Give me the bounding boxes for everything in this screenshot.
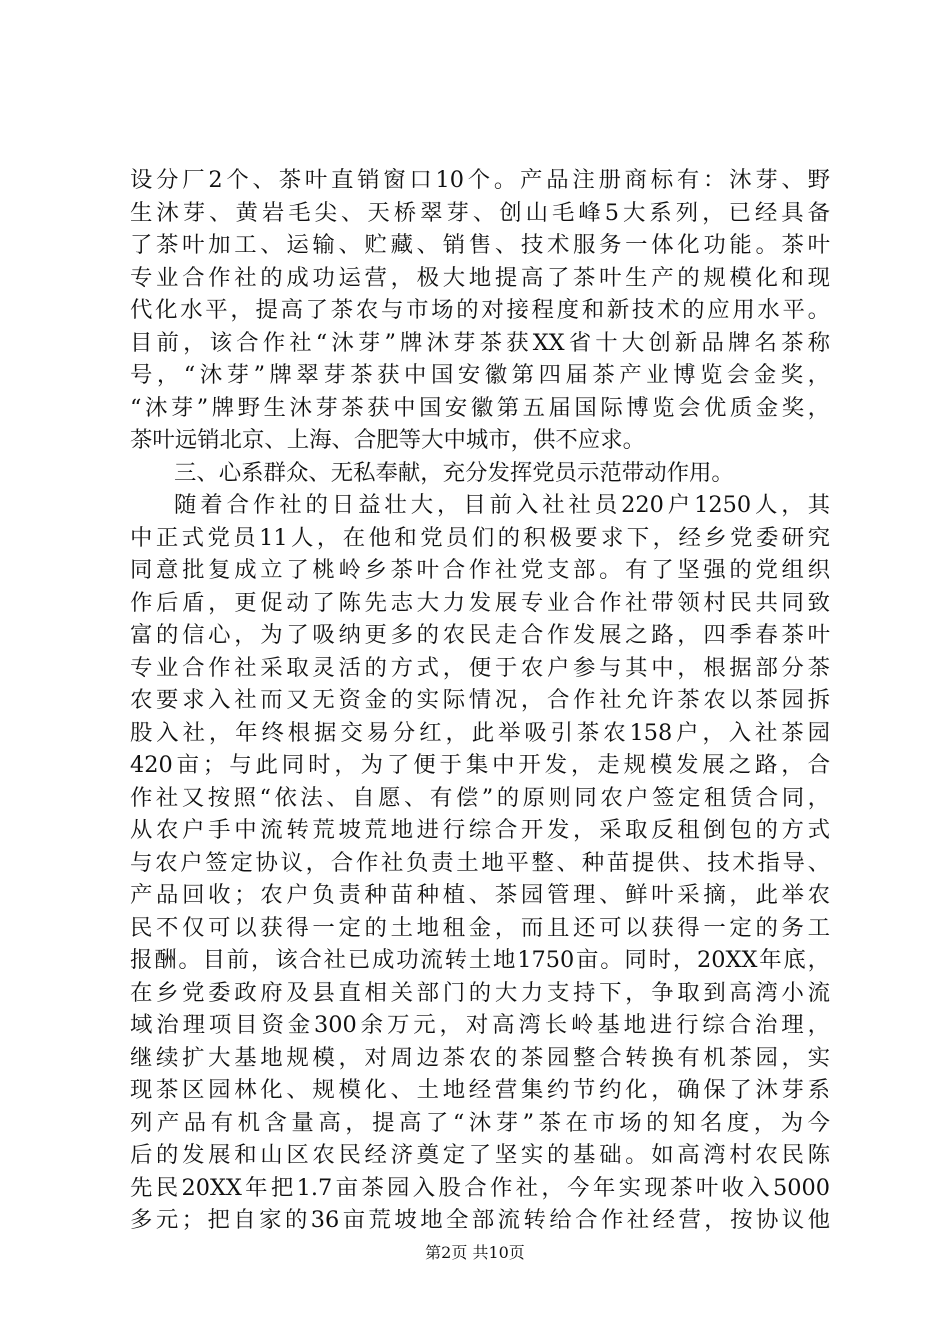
text-line: 中正式党员11人，在他和党员们的积极要求下，经乡党委研究 [130,524,830,551]
text-line: 与农户签定协议，合作社负责土地平整、种苗提供、技术指导、 [130,849,830,876]
text-line: 作社又按照“依法、自愿、有偿”的原则同农户签定租赁合同， [130,784,830,811]
text-line: 股入社，年终根据交易分红，此举吸引茶农158户，入社茶园 [130,719,830,746]
text-line: 号，“沐芽”牌翠芽茶获中国安徽第四届茶产业博览会金奖， [130,362,830,388]
text-line: “沐芽”牌野生沐芽茶获中国安徽第五届国际博览会优质金奖， [130,394,830,421]
text-line: 现茶区园林化、规模化、土地经营集约节约化，确保了沐芽系 [130,1077,830,1103]
text-line: 民不仅可以获得一定的土地租金，而且还可以获得一定的务工 [130,914,830,941]
text-line: 列产品有机含量高，提高了“沐芽”茶在市场的知名度，为今 [130,1109,830,1136]
text-line: 三、心系群众、无私奉献，充分发挥党员示范带动作用。 [174,459,734,486]
text-line: 同意批复成立了桃岭乡茶叶合作社党支部。有了坚强的党组织 [130,557,830,583]
text-line: 多元；把自家的36亩荒坡地全部流转给合作社经营，按协议他 [130,1207,830,1233]
text-line: 富的信心，为了吸纳更多的农民走合作发展之路，四季春茶叶 [130,622,830,648]
text-line: 作后盾，更促动了陈先志大力发展专业合作社带领村民共同致 [130,589,830,616]
text-line: 农要求入社而又无资金的实际情况，合作社允许茶农以茶园拆 [130,687,830,713]
text-line: 先民20XX年把1.7亩茶园入股合作社，今年实现茶叶收入5000 [130,1174,830,1201]
text-line: 产品回收；农户负责种苗种植、茶园管理、鲜叶采摘，此举农 [130,882,830,908]
text-line: 后的发展和山区农民经济奠定了坚实的基础。如高湾村农民陈 [130,1142,830,1168]
text-line: 在乡党委政府及县直相关部门的大力支持下，争取到高湾小流 [130,979,830,1006]
document-body [130,164,830,1237]
text-line: 随着合作社的日益壮大，目前入社社员220户1250人，其 [174,492,830,518]
text-line: 域治理项目资金300余万元，对高湾长岭基地进行综合治理， [130,1012,830,1038]
text-line: 专业合作社采取灵活的方式，便于农户参与其中，根据部分茶 [130,654,830,681]
text-line: 目前，该合作社“沐芽”牌沐芽茶获XX省十大创新品牌名茶称 [130,329,830,356]
text-line: 专业合作社的成功运营，极大地提高了茶叶生产的规模化和现 [130,264,830,291]
text-line: 代化水平，提高了茶农与市场的对接程度和新技术的应用水平。 [130,297,830,323]
text-line: 从农户手中流转荒坡荒地进行综合开发，采取反租倒包的方式 [130,817,830,843]
text-line: 设分厂2个、茶叶直销窗口10个。产品注册商标有：沐芽、野 [130,167,830,193]
page-footer: 第2页 共10页 [425,1243,525,1262]
text-line: 继续扩大基地规模，对周边茶农的茶园整合转换有机茶园，实 [130,1044,830,1071]
text-line: 了茶叶加工、运输、贮藏、销售、技术服务一体化功能。茶叶 [130,232,830,258]
text-line: 报酬。目前，该合社已成功流转土地1750亩。同时，20XX年底， [130,947,830,973]
text-line: 生沐芽、黄岩毛尖、天桥翠芽、创山毛峰5大系列，已经具备 [130,199,830,226]
text-line: 茶叶远销北京、上海、合肥等大中城市，供不应求。 [130,427,645,453]
text-line: 420亩；与此同时，为了便于集中开发，走规模发展之路，合 [130,752,830,778]
